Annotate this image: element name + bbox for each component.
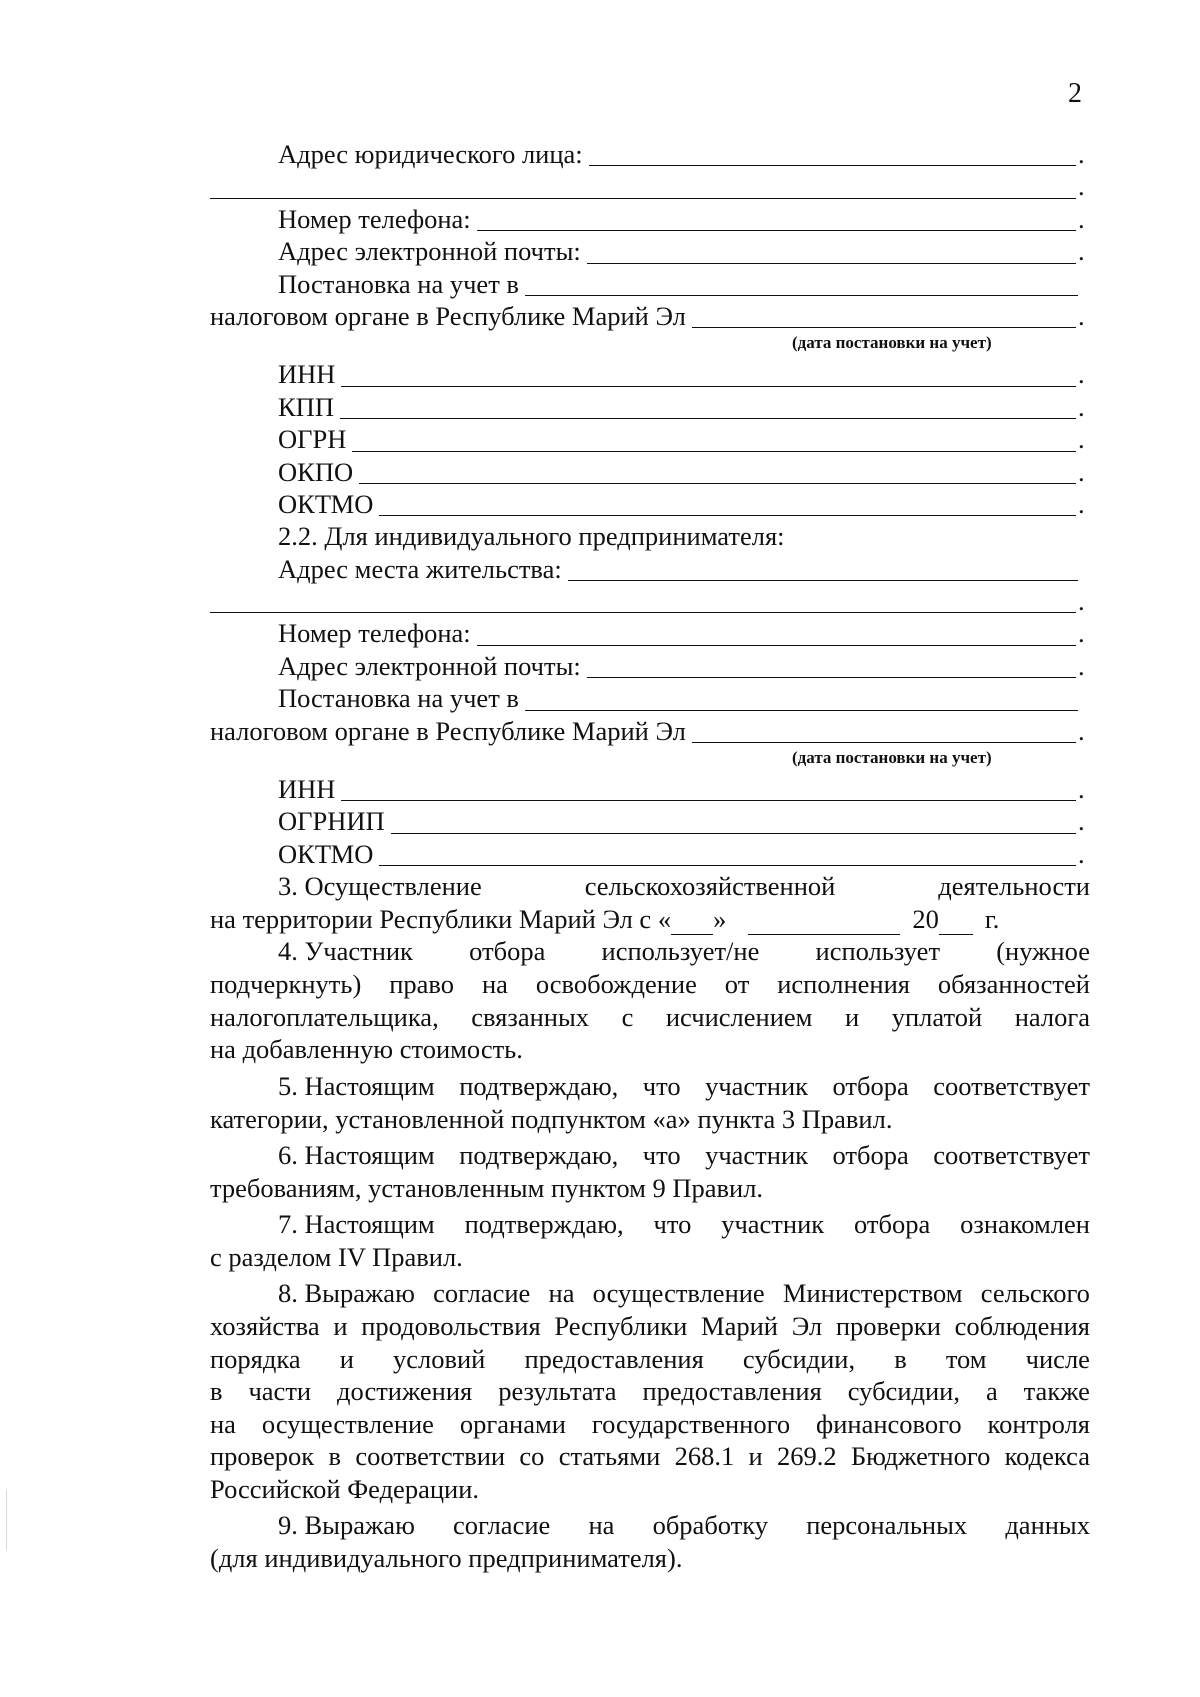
item4-word: от [724,968,750,999]
item7-line2 [210,1241,1090,1274]
item8-word: Республики [554,1310,688,1341]
ie-oktmo-field[interactable] [379,839,1076,866]
item7-word: подтверждаю, [464,1209,624,1240]
item8-word: проверок [210,1441,315,1472]
item7-word: что [653,1209,692,1240]
ie-tax-label2: налоговом органе в Республике Марий Эл [210,715,686,746]
item7-word: ознакомлен [960,1209,1090,1240]
item4-word: отбора [469,936,546,967]
item8-word: порядка [210,1343,301,1374]
ie-email-label: Адрес электронной почты: [278,650,581,681]
item6-word: 6. Настоящим [278,1139,435,1170]
item5-word: соответствует [933,1070,1090,1101]
ie-phone-label: Номер телефона: [278,618,471,649]
item6-word: подтверждаю, [459,1139,619,1170]
legal-tax-label2: налоговом органе в Республике Марий Эл [210,300,686,331]
item8-word: 8. Выражаю [278,1278,415,1309]
item5-word: отбора [832,1070,909,1101]
ie-address-continuation-row: . [210,585,1090,617]
item5-word: 5. Настоящим [278,1070,435,1101]
legal-email-field[interactable] [587,237,1076,264]
item4-word: использует/не [601,936,760,967]
item7-word: 7. Настоящим [278,1209,435,1240]
item4-word: исполнения [777,968,910,999]
item3-year-suffix: г. [984,903,1000,934]
legal-kpp-row: КПП . [278,391,1085,422]
item8-word: предоставления [642,1376,822,1407]
item8-word: том [945,1343,987,1374]
item4-word: исчислением [665,1001,813,1032]
item8-word: на [548,1278,575,1309]
ie-address-label: Адрес места жительства: [278,553,562,584]
ie-address-row [210,553,1090,585]
item8-word: со [519,1441,545,1472]
ie-address-field[interactable] [568,554,1078,581]
legal-address-row: Адрес юридического лица: . [278,138,1085,169]
item8-word: хозяйства [210,1310,320,1341]
item8-word: осуществление [592,1278,765,1309]
item6-word: участник [705,1139,808,1170]
legal-tax-field1[interactable] [525,269,1078,296]
legal-tax-label1: Постановка на учет в [278,268,519,299]
item4-word: и [845,1001,860,1032]
item8-word: условий [392,1343,486,1374]
legal-address-label: Адрес юридического лица: [278,138,583,169]
ie-tax-row2: налоговом органе в Республике Марий Эл . [210,715,1085,746]
item8-word: а [985,1376,998,1407]
item6-word: отбора [832,1139,909,1170]
item6-line1 [210,1139,1090,1172]
ie-tax-row1 [210,682,1090,714]
item8-word: проверки [835,1310,941,1341]
item4-word: право [389,968,455,999]
item8-word: сельского [980,1278,1090,1309]
ie-inn-label: ИНН [278,774,336,805]
item8-line1 [210,1277,1090,1310]
ie-tax-date-hint: (дата постановки на учет) [792,748,992,768]
legal-inn-row: ИНН . [278,359,1085,390]
item4-word: (нужное [996,936,1090,967]
legal-phone-field[interactable] [477,204,1076,231]
item8-line4 [210,1375,1090,1408]
item8-word: достижения [337,1376,473,1407]
item5-word: участник [705,1070,808,1101]
item3-word: сельскохозяйственной [584,871,836,902]
item4-word: уплатой [891,1001,983,1032]
item8-word: статьями [558,1441,661,1472]
ie-ogrnip-field[interactable] [391,807,1076,834]
entrepreneur-heading: 2.2. Для индивидуального предпринимателя: [278,521,785,552]
item8-word: в [328,1441,342,1472]
item9-word: данных [1005,1510,1090,1541]
legal-kpp-label: КПП [278,391,334,422]
legal-address-field[interactable] [589,139,1076,166]
item3-line1 [210,870,1090,903]
item8-word: также [1023,1376,1090,1407]
item5-word: подтверждаю, [459,1070,619,1101]
item4-line1 [210,935,1090,968]
item4-word: связанных [471,1001,590,1032]
item3-year-prefix: 20 [912,903,939,934]
legal-inn-field[interactable] [341,360,1076,387]
legal-address-field-line2[interactable] [210,172,1076,199]
item8-word: на [210,1408,236,1439]
legal-oktmo-field[interactable] [379,489,1076,516]
item8-word: части [248,1376,312,1407]
item6-line2 [210,1172,1090,1205]
item8-word: продовольствия [361,1310,541,1341]
item9-word: обработку [652,1510,769,1541]
item3-quote-close: » [713,903,727,934]
item8-word: Эл [791,1310,823,1341]
item6-word: соответствует [933,1139,1090,1170]
ie-tax-date-field[interactable] [692,716,1076,743]
item4-word: налогоплательщика, [210,1001,439,1032]
item4-line4 [210,1033,1090,1066]
legal-ogrn-row: ОГРН . [278,424,1085,455]
item6-word: что [642,1139,681,1170]
item8-line5 [210,1408,1090,1441]
ie-email-row: Адрес электронной почты: . [278,650,1085,681]
item5-word: что [642,1070,681,1101]
item8-word: субсидии, [847,1376,960,1407]
item3-prefix: на территории Республики Марий Эл с « [210,903,672,934]
ie-oktmo-label: ОКТМО [278,838,374,869]
legal-ogrn-label: ОГРН [278,424,347,455]
ie-tax-label1: Постановка на учет в [278,683,519,714]
item8-word: кодекса [1004,1441,1090,1472]
legal-oktmo-row: ОКТМО . [278,488,1085,519]
legal-kpp-field[interactable] [340,392,1076,419]
ie-phone-field[interactable] [477,619,1076,646]
item8-line3 [210,1343,1090,1376]
ie-email-field[interactable] [587,651,1076,678]
item8-word: Министерством [782,1278,963,1309]
item5-last-line: категории, установленной подпунктом «а» пункта 3 Правил. [210,1103,893,1134]
legal-okpo-row: ОКПО . [278,456,1085,487]
item8-word: в [894,1343,907,1374]
item8-word: результата [498,1376,617,1407]
item8-word: соответствии [355,1441,506,1472]
item4-word: подчеркнуть) [210,968,362,999]
item8-word: контроля [987,1408,1090,1439]
item8-word: Марий [701,1310,778,1341]
ie-ogrnip-label: ОГРНИП [278,806,385,837]
item4-word: 4. Участник [278,936,413,967]
item9-word: 9. Выражаю [278,1510,415,1541]
item8-word: 269.2 [777,1441,837,1472]
ie-inn-field[interactable] [341,774,1076,801]
item9-word: персональных [806,1510,968,1541]
item4-word: с [621,1001,634,1032]
item8-word: в [210,1376,223,1407]
item9-word: согласие [453,1510,551,1541]
item8-word: государственного [591,1408,791,1439]
item7-word: отбора [854,1209,931,1240]
item9-last-line: (для индивидуального предпринимателя). [210,1543,683,1574]
item8-word: предоставления [524,1343,704,1374]
item8-last-line: Российской Федерации. [210,1474,479,1505]
item8-word: финансового [816,1408,962,1439]
legal-okpo-field[interactable] [359,457,1076,484]
ie-address-field-line2[interactable] [210,586,1076,613]
item7-line1 [210,1208,1090,1241]
item8-line7 [210,1473,1090,1506]
item8-word: и [333,1310,348,1341]
item8-line6 [210,1440,1090,1473]
item4-last-line: на добавленную стоимость. [210,1034,523,1065]
page-number: 2 [1068,78,1082,109]
start-day-field[interactable] [671,910,713,935]
legal-phone-row: Номер телефона: . [278,203,1085,234]
legal-tax-row2: налоговом органе в Республике Марий Эл . [210,300,1085,331]
item8-line2 [210,1310,1090,1343]
item4-line3 [210,1001,1090,1034]
item8-word: числе [1025,1343,1090,1374]
item9-line2 [210,1542,1090,1575]
item4-word: использует [815,936,941,967]
item8-word: 268.1 [674,1441,735,1472]
item8-word: соблюдения [954,1310,1090,1341]
item8-word: и [748,1441,763,1472]
ie-phone-row: Номер телефона: . [278,618,1085,649]
legal-tax-date-field[interactable] [692,301,1076,328]
form-content [210,138,1090,1575]
item8-word: осуществление [261,1408,434,1439]
ie-inn-row: ИНН . [278,774,1085,805]
item4-word: освобождение [535,968,697,999]
item4-word: на [481,968,508,999]
scan-margin-mark [6,1490,7,1550]
item9-line1 [210,1509,1090,1542]
legal-email-row: Адрес электронной почты: . [278,236,1085,267]
item4-word: обязанностей [937,968,1090,999]
item8-word: Бюджетного [850,1441,991,1472]
start-month-field[interactable] [748,910,900,935]
item3-word: деятельности [938,871,1090,902]
legal-email-label: Адрес электронной почты: [278,236,581,267]
entrepreneur-heading-row [210,520,1090,552]
ie-ogrnip-row: ОГРНИП . [278,806,1085,837]
item5-line1 [210,1070,1090,1103]
ie-oktmo-row: ОКТМО . [278,838,1085,869]
item8-word: субсидии, [742,1343,856,1374]
legal-okpo-label: ОКПО [278,456,354,487]
item5-line2 [210,1102,1090,1135]
item4-word: налога [1014,1001,1090,1032]
item3-line2 [210,903,1090,936]
item8-word: органами [459,1408,566,1439]
item8-word: и [339,1343,354,1374]
item8-word: согласие [433,1278,531,1309]
item3-word: 3. Осуществление [278,871,482,902]
item9-word: на [588,1510,615,1541]
item7-last-line: с разделом IV Правил. [210,1241,463,1272]
item6-last-line: требованиям, установленным пунктом 9 Правил. [210,1172,764,1203]
legal-tax-row1 [210,268,1090,300]
legal-phone-label: Номер телефона: [278,203,471,234]
legal-ogrn-field[interactable] [352,425,1076,452]
legal-inn-label: ИНН [278,359,336,390]
item7-word: участник [721,1209,825,1240]
item4-line2 [210,968,1090,1001]
legal-tax-date-hint: (дата постановки на учет) [792,333,992,353]
ie-tax-field1[interactable] [525,684,1078,711]
legal-oktmo-label: ОКТМО [278,488,374,519]
legal-address-continuation-row: . [210,170,1090,202]
start-year-field[interactable] [939,910,973,935]
